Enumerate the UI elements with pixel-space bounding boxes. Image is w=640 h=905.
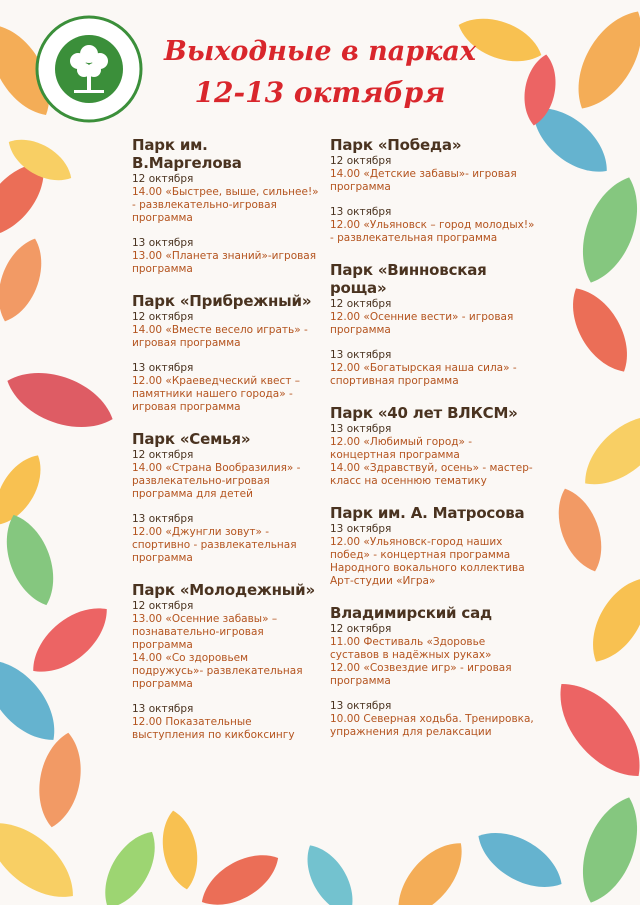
left-column bbox=[132, 136, 322, 758]
event-item: 14.00 «Вместе весело играть» - игровая программа bbox=[132, 324, 308, 349]
event-date: 12 октября bbox=[330, 155, 392, 167]
park-name: Парк «Победа» bbox=[330, 136, 462, 154]
day-block bbox=[132, 362, 322, 414]
day-block bbox=[132, 449, 322, 501]
title-line-2: 12-13 октября bbox=[194, 76, 446, 110]
park-section bbox=[132, 581, 322, 742]
event-date: 13 октября bbox=[330, 423, 392, 435]
day-block bbox=[132, 311, 322, 350]
event-date: 13 октября bbox=[132, 703, 194, 715]
event-date: 12 октября bbox=[132, 600, 194, 612]
park-section bbox=[330, 136, 535, 245]
park-name: Парк «Молодежный» bbox=[132, 581, 315, 599]
event-date: 13 октября bbox=[132, 362, 194, 374]
park-section bbox=[132, 292, 322, 414]
event-item: 12.00 «Осенние вести» - игровая программа bbox=[330, 311, 514, 336]
right-column bbox=[330, 136, 535, 755]
park-name: Парк им. В.Маргелова bbox=[132, 136, 242, 172]
event-item: 14.00 «Страна Вообразилия» - развлекательно-игровая программа для детей bbox=[132, 462, 301, 500]
event-item: 12.00 «Джунгли зовут» - спортивно - развлекательная программа bbox=[132, 526, 297, 564]
park-name: Парк «Прибрежный» bbox=[132, 292, 312, 310]
poster-title bbox=[150, 36, 490, 109]
event-item: 13.00 «Планета знаний»-игровая программа bbox=[132, 250, 317, 275]
event-date: 13 октября bbox=[132, 237, 194, 249]
event-item: 12.00 «Краеведческий квест – памятники нашего города» - игровая программа bbox=[132, 375, 300, 413]
day-block bbox=[132, 703, 322, 742]
park-name: Парк «Семья» bbox=[132, 430, 251, 448]
event-date: 13 октября bbox=[330, 206, 392, 218]
day-block bbox=[132, 173, 322, 225]
event-date: 13 октября bbox=[132, 513, 194, 525]
event-date: 12 октября bbox=[132, 173, 194, 185]
park-section bbox=[132, 136, 322, 276]
event-date: 12 октября bbox=[330, 623, 392, 635]
event-item: 14.00 «Быстрее, выше, сильнее!» - развлекательно-игровая программа bbox=[132, 186, 319, 224]
park-section bbox=[330, 604, 535, 739]
event-date: 13 октября bbox=[330, 700, 392, 712]
event-item: 12.00 «Любимый город» - концертная программа bbox=[330, 436, 473, 461]
park-name: Парк «40 лет ВЛКСМ» bbox=[330, 404, 518, 422]
event-item: 10.00 Северная ходьба. Тренировка, упражнения для релаксации bbox=[330, 713, 534, 738]
event-date: 12 октября bbox=[330, 298, 392, 310]
event-date: 12 октября bbox=[132, 311, 194, 323]
day-block bbox=[330, 206, 535, 245]
event-item: 14.00 «Со здоровьем подружусь»- развлекательная программа bbox=[132, 652, 303, 690]
event-item: 12.00 «Ульяновск-город наших побед» - концертная программа Народного вокального коллектива Арт-студии «Игра» bbox=[330, 536, 525, 587]
event-item: 14.00 «Детские забавы»- игровая программа bbox=[330, 168, 517, 193]
event-item: 14.00 «Здравствуй, осень» - мастер-класс на осеннюю тематику bbox=[330, 462, 533, 487]
day-block bbox=[330, 155, 535, 194]
event-item: 12.00 «Созвездие игр» - игровая программа bbox=[330, 662, 512, 687]
day-block bbox=[330, 623, 535, 688]
day-block bbox=[132, 513, 322, 565]
park-section bbox=[330, 404, 535, 488]
day-block bbox=[132, 237, 322, 276]
day-block bbox=[132, 600, 322, 691]
event-date: 13 октября bbox=[330, 349, 392, 361]
day-block bbox=[330, 423, 535, 488]
event-item: 12.00 Показательные выступления по кикбоксингу bbox=[132, 716, 295, 741]
day-block bbox=[330, 298, 535, 337]
title-line-1: Выходные в парках bbox=[164, 36, 476, 67]
parks-directorate-logo bbox=[34, 14, 144, 124]
park-name: Владимирский сад bbox=[330, 604, 492, 622]
park-section bbox=[330, 504, 535, 588]
park-name: Парк им. А. Матросова bbox=[330, 504, 525, 522]
event-item: 11.00 Фестиваль «Здоровье суставов в надёжных руках» bbox=[330, 636, 492, 661]
day-block bbox=[330, 349, 535, 388]
event-date: 13 октября bbox=[330, 523, 392, 535]
park-section bbox=[330, 261, 535, 388]
day-block bbox=[330, 523, 535, 588]
event-item: 13.00 «Осенние забавы» – познавательно-игровая программа bbox=[132, 613, 278, 651]
day-block bbox=[330, 700, 535, 739]
event-item: 12.00 «Ульяновск – город молодых!» - развлекательная программа bbox=[330, 219, 535, 244]
event-item: 12.00 «Богатырская наша сила» - спортивная программа bbox=[330, 362, 517, 387]
event-date: 12 октября bbox=[132, 449, 194, 461]
park-section bbox=[132, 430, 322, 565]
park-name: Парк «Винновская роща» bbox=[330, 261, 487, 297]
